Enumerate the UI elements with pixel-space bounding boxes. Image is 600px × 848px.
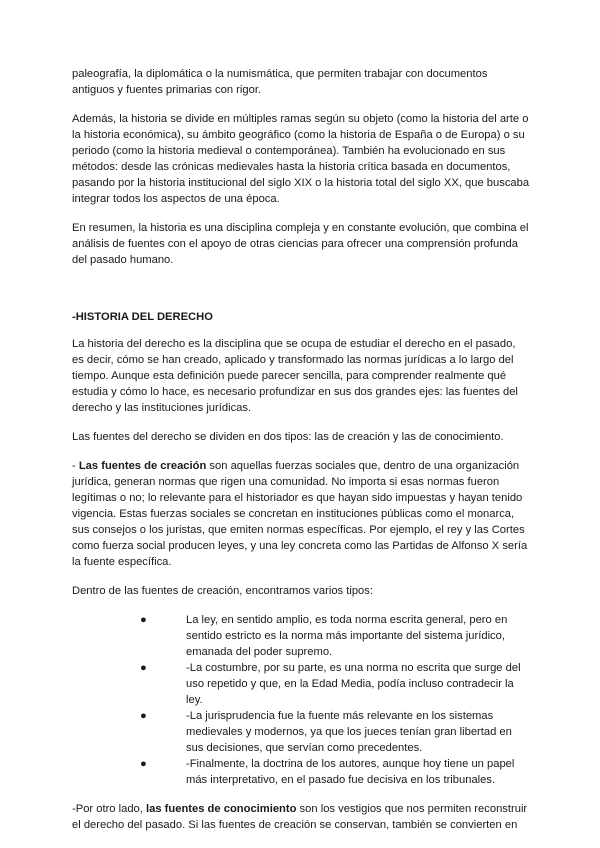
paragraph-ramas: Además, la historia se divide en múltiples ramas según su objeto (como la historia del arte o la historia económica), su ámbito geográfico (como la historia de España o de Europa) o su periodo (como la historia medieval o contemporánea). También ha evolucionado en sus métodos: desde las crónicas medievales hasta la historia crítica basada en documentos, pasando por la historia institucional del siglo XIX o la historia total del siglo XX, que buscaba integrar todos los aspectos de una época. (72, 113, 530, 205)
conocimiento-bold-term: las fuentes de conocimiento (146, 803, 297, 815)
bullet-icon: ● (140, 614, 147, 626)
conocimiento-prefix: -Por otro lado, (72, 803, 146, 815)
section-heading: -HISTORIA DEL DERECHO (72, 311, 213, 323)
list-item (140, 612, 530, 660)
paragraph-within: Dentro de las fuentes de creación, encontramos varios tipos: (72, 585, 373, 597)
list-item (140, 708, 530, 756)
bullet-icon: ● (140, 662, 147, 674)
paragraph-fuentes-creacion (72, 458, 530, 570)
bullet-icon: ● (140, 710, 147, 722)
creacion-bold-term: Las fuentes de creación (78, 460, 207, 472)
paragraph-intro: La historia del derecho es la disciplina que se ocupa de estudiar el derecho en el pasado, es decir, cómo se han creado, aplicado y transformado las normas jurídicas a lo largo del tiempo. Aunque esta definición puede parecer sencilla, para comprender realmente qué estudia y cómo lo hace, es necesario profundizar en sus dos grandes ejes: las fuentes del derecho y las instituciones jurídicas. (72, 338, 518, 414)
paragraph-continuation: paleografía, la diplomática o la numismática, que permiten trabajar con documentos antiguos y fuentes primarias con rigor. (72, 68, 488, 96)
bullet-text: -Finalmente, la doctrina de los autores, aunque hoy tiene un papel más interpretativo, en el pasado fue decisiva en los tribunales. (186, 758, 515, 786)
paragraph-fuentes-conocimiento (72, 801, 530, 833)
conocimiento-text: son los vestigios que nos permiten reconstruir el derecho del pasado. Si las fuentes de creación se conservan, también se convierten en (72, 803, 528, 831)
bullet-list (72, 612, 530, 788)
creacion-text: son aquellas fuerzas sociales que, dentro de una organización jurídica, generan normas que rigen una comunidad. No importa si esas normas fueron legítimas o no; lo relevante para el historiador es que hayan sido impuestas y hayan tenido vigencia. Estas fuerzas sociales se concretan en instituciones públicas como el monarca, sus consejos o los juristas, que emiten normas específicas. Por ejemplo, el rey y las Cortes como fuerza social producen leyes, y una ley concreta como las Partidas de Alfonso X sería la fuente específica. (72, 460, 528, 568)
bullet-icon: ● (140, 758, 147, 770)
list-item (140, 660, 530, 708)
creacion-prefix: - (72, 460, 79, 472)
list-item (140, 756, 530, 788)
bullet-text: -La costumbre, por su parte, es una norma no escrita que surge del uso repetido y que, en la Edad Media, podía incluso contradecir la ley. (186, 662, 521, 706)
bullet-text: -La jurisprudencia fue la fuente más relevante en los sistemas medievales y modernos, ya que los jueces tenían gran libertad en sus decisiones, que servían como precedentes. (186, 710, 512, 754)
bullet-text: La ley, en sentido amplio, es toda norma escrita general, pero en sentido estricto es la norma más importante del sistema jurídico, emanada del poder supremo. (186, 614, 508, 658)
paragraph-types: Las fuentes del derecho se dividen en dos tipos: las de creación y las de conocimiento. (72, 431, 504, 443)
paragraph-resumen: En resumen, la historia es una disciplina compleja y en constante evolución, que combina el análisis de fuentes con el apoyo de otras ciencias para ofrecer una comprensión profunda del pasado humano. (72, 222, 529, 266)
document-body (72, 66, 530, 833)
